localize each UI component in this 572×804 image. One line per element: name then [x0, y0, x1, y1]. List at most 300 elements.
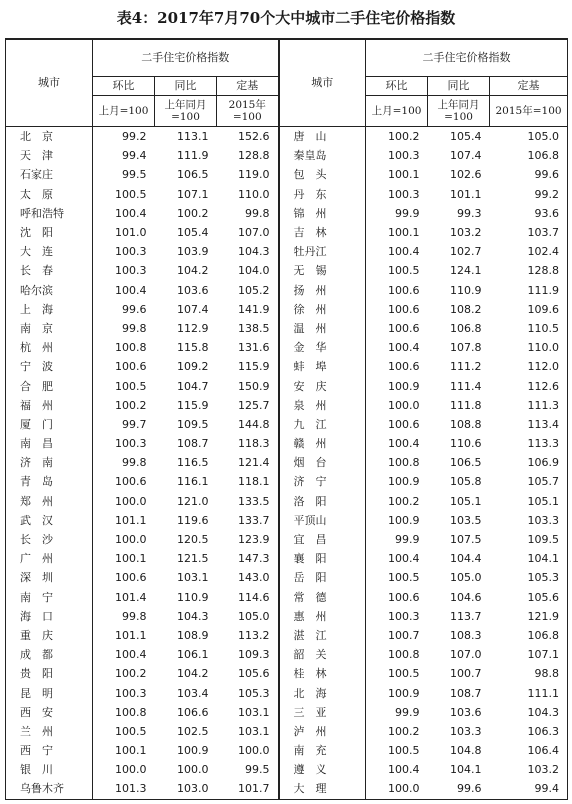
yoy-value: 107.5 [450, 533, 482, 547]
base-value: 101.7 [217, 779, 279, 799]
yoy-value: 109.2 [177, 360, 209, 374]
table-row [6, 146, 568, 165]
mom-value: 100.6 [366, 588, 428, 607]
city-name: 三 亚 [279, 703, 366, 722]
yoy-value: 115.9 [177, 398, 209, 412]
mom-value: 99.6 [93, 300, 155, 319]
yoy-value: 103.3 [450, 724, 482, 738]
city-name: 牡丹江 [279, 242, 366, 261]
yoy-value: 110.9 [177, 590, 209, 604]
mom-value: 100.3 [93, 434, 155, 453]
mom-value: 101.4 [93, 588, 155, 607]
mom-value: 99.8 [93, 607, 155, 626]
mom-basis-right: 上月=100 [366, 96, 428, 127]
table-row [6, 511, 568, 530]
mom-value: 99.4 [93, 146, 155, 165]
table-row [6, 549, 568, 568]
table-row [6, 396, 568, 415]
yoy-value: 105.4 [177, 226, 209, 240]
mom-value: 100.8 [366, 645, 428, 664]
city-name: 武 汉 [6, 511, 93, 530]
mom-value: 100.6 [366, 281, 428, 300]
city-name: 大 连 [6, 242, 93, 261]
mom-value: 100.7 [366, 626, 428, 645]
city-name: 丹 东 [279, 185, 366, 204]
table-row [6, 185, 568, 204]
mom-value: 100.9 [366, 683, 428, 702]
table-row [6, 779, 568, 799]
city-name: 南 京 [6, 319, 93, 338]
yoy-value: 111.4 [450, 379, 482, 393]
yoy-value: 107.1 [177, 187, 209, 201]
base-value: 105.0 [238, 609, 270, 623]
city-name: 南 昌 [6, 434, 93, 453]
table-row [6, 683, 568, 702]
yoy-value: 106.5 [177, 168, 209, 182]
yoy-value: 107.0 [450, 648, 482, 662]
yoy-value: 105.1 [450, 494, 482, 508]
base-value: 93.6 [490, 204, 568, 223]
mom-value: 99.9 [366, 703, 428, 722]
base-value: 114.6 [238, 590, 270, 604]
mom-value: 100.6 [366, 300, 428, 319]
mom-value: 99.9 [366, 204, 428, 223]
table-row [6, 588, 568, 607]
mom-value: 100.1 [93, 549, 155, 568]
city-name: 南 宁 [6, 588, 93, 607]
yoy-value: 113.7 [450, 609, 482, 623]
base-value: 107.0 [238, 226, 270, 240]
mom-value: 100.4 [93, 645, 155, 664]
yoy-value: 103.5 [450, 513, 482, 527]
city-name: 乌鲁木齐 [6, 779, 93, 799]
table-row [6, 319, 568, 338]
city-name: 扬 州 [279, 281, 366, 300]
base-value: 109.5 [490, 530, 568, 549]
table-header [6, 39, 568, 127]
mom-value: 100.3 [366, 607, 428, 626]
index-group-header-left: 二手住宅价格指数 [93, 39, 279, 77]
mom-value: 100.4 [366, 338, 428, 357]
mom-value: 100.4 [366, 549, 428, 568]
base-value: 107.1 [490, 645, 568, 664]
table-row [6, 415, 568, 434]
base-value: 106.4 [490, 741, 568, 760]
base-value: 105.3 [490, 568, 568, 587]
mom-value: 100.5 [366, 261, 428, 280]
base-basis-left: 2015年=100 [217, 96, 279, 127]
yoy-value: 103.1 [177, 571, 209, 585]
mom-value: 100.4 [93, 281, 155, 300]
base-value: 113.4 [490, 415, 568, 434]
base-value: 111.3 [490, 396, 568, 415]
table-row [6, 472, 568, 491]
city-name: 成 都 [6, 645, 93, 664]
mom-value: 100.2 [366, 127, 428, 147]
yoy-value: 108.3 [450, 628, 482, 642]
base-value: 110.0 [490, 338, 568, 357]
yoy-value: 101.1 [450, 187, 482, 201]
table-row [6, 741, 568, 760]
city-name: 惠 州 [279, 607, 366, 626]
base-value: 103.7 [490, 223, 568, 242]
yoy-value: 105.0 [450, 571, 482, 585]
yoy-value: 99.6 [428, 779, 490, 799]
base-value: 106.3 [490, 722, 568, 741]
mom-value: 100.4 [93, 204, 155, 223]
city-name: 郑 州 [6, 492, 93, 511]
city-name: 长 沙 [6, 530, 93, 549]
city-name: 平顶山 [279, 511, 366, 530]
city-name: 贵 阳 [6, 664, 93, 683]
base-value: 152.6 [238, 130, 270, 144]
base-value: 105.2 [238, 283, 270, 297]
city-name: 秦皇岛 [279, 146, 366, 165]
yoy-value: 99.3 [457, 206, 482, 220]
yoy-value: 103.6 [450, 705, 482, 719]
city-name: 泉 州 [279, 396, 366, 415]
city-name: 温 州 [279, 319, 366, 338]
table-row [6, 760, 568, 779]
yoy-value: 108.9 [177, 628, 209, 642]
yoy-value: 111.2 [450, 360, 482, 374]
yoy-value: 112.9 [177, 321, 209, 335]
city-name: 银 川 [6, 760, 93, 779]
city-name: 吉 林 [279, 223, 366, 242]
base-value: 113.2 [238, 628, 270, 642]
table-row [6, 530, 568, 549]
table-row [6, 568, 568, 587]
yoy-value: 102.6 [450, 168, 482, 182]
city-name: 重 庆 [6, 626, 93, 645]
yoy-value: 100.2 [177, 206, 209, 220]
mom-value: 99.5 [93, 165, 155, 184]
base-value: 100.0 [238, 744, 270, 758]
mom-value: 100.2 [93, 396, 155, 415]
city-name: 上 海 [6, 300, 93, 319]
city-name: 厦 门 [6, 415, 93, 434]
base-value: 119.0 [238, 168, 270, 182]
table-row [6, 127, 568, 147]
mom-value: 100.5 [366, 568, 428, 587]
city-name: 湛 江 [279, 626, 366, 645]
city-name: 石家庄 [6, 165, 93, 184]
mom-header-left: 环比 [93, 77, 155, 96]
base-value: 99.4 [490, 779, 568, 799]
yoy-value: 116.1 [177, 475, 209, 489]
yoy-value: 104.6 [450, 590, 482, 604]
yoy-value: 103.4 [177, 686, 209, 700]
mom-value: 100.2 [93, 664, 155, 683]
base-value: 105.7 [490, 472, 568, 491]
city-name: 常 德 [279, 588, 366, 607]
city-name: 广 州 [6, 549, 93, 568]
mom-value: 100.9 [366, 376, 428, 395]
city-name: 兰 州 [6, 722, 93, 741]
mom-value: 100.8 [366, 453, 428, 472]
yoy-value: 102.7 [450, 245, 482, 259]
base-value: 121.4 [238, 456, 270, 470]
city-name: 赣 州 [279, 434, 366, 453]
mom-value: 100.6 [366, 357, 428, 376]
yoy-value: 116.5 [177, 456, 209, 470]
city-name: 徐 州 [279, 300, 366, 319]
table-row [6, 242, 568, 261]
mom-value: 100.5 [366, 664, 428, 683]
yoy-value: 100.0 [177, 763, 209, 777]
base-value: 109.6 [490, 300, 568, 319]
base-value: 105.1 [490, 492, 568, 511]
mom-value: 100.6 [93, 357, 155, 376]
yoy-value: 108.8 [450, 417, 482, 431]
mom-value: 100.5 [93, 376, 155, 395]
city-header-right: 城市 [279, 39, 366, 127]
yoy-value: 104.3 [177, 609, 209, 623]
mom-value: 100.4 [366, 242, 428, 261]
mom-value: 100.8 [93, 338, 155, 357]
mom-header-right: 环比 [366, 77, 428, 96]
yoy-value: 105.4 [450, 130, 482, 144]
base-value: 128.8 [490, 261, 568, 280]
mom-value: 100.1 [366, 165, 428, 184]
mom-value: 100.8 [93, 703, 155, 722]
mom-value: 100.3 [93, 242, 155, 261]
yoy-value: 108.7 [177, 437, 209, 451]
base-value: 147.3 [238, 552, 270, 566]
price-index-table [5, 38, 568, 800]
base-value: 104.1 [490, 549, 568, 568]
table-row [6, 722, 568, 741]
yoy-value: 113.1 [177, 130, 209, 144]
base-value: 103.2 [490, 760, 568, 779]
base-value: 133.7 [238, 513, 270, 527]
mom-value: 100.5 [93, 722, 155, 741]
base-value: 128.8 [238, 149, 270, 163]
mom-value: 100.0 [366, 396, 428, 415]
base-header-left: 定基 [217, 77, 279, 96]
city-name: 呼和浩特 [6, 204, 93, 223]
city-name: 哈尔滨 [6, 281, 93, 300]
yoy-value: 108.2 [450, 302, 482, 316]
mom-value: 100.6 [93, 472, 155, 491]
yoy-value: 107.8 [450, 341, 482, 355]
mom-value: 100.1 [93, 741, 155, 760]
yoy-value: 103.2 [450, 226, 482, 240]
yoy-value: 106.5 [450, 456, 482, 470]
mom-value: 100.9 [366, 472, 428, 491]
yoy-value: 106.1 [177, 648, 209, 662]
yoy-value: 106.8 [450, 321, 482, 335]
table-row [6, 281, 568, 300]
table-row [6, 223, 568, 242]
yoy-value: 100.9 [177, 744, 209, 758]
city-name: 洛 阳 [279, 492, 366, 511]
mom-value: 100.4 [366, 434, 428, 453]
yoy-value: 104.7 [177, 379, 209, 393]
table-title: 表4：2017年7月70个大中城市二手住宅价格指数 [116, 9, 456, 27]
city-header-left: 城市 [6, 39, 93, 127]
mom-value: 99.8 [93, 319, 155, 338]
mom-value: 100.3 [93, 683, 155, 702]
yoy-value: 124.1 [450, 264, 482, 278]
mom-value: 100.6 [366, 319, 428, 338]
city-name: 沈 阳 [6, 223, 93, 242]
city-name: 深 圳 [6, 568, 93, 587]
city-name: 西 安 [6, 703, 93, 722]
yoy-value: 110.6 [450, 437, 482, 451]
yoy-value: 110.9 [450, 283, 482, 297]
mom-value: 101.0 [93, 223, 155, 242]
city-name: 长 春 [6, 261, 93, 280]
base-value: 143.0 [238, 571, 270, 585]
base-value: 98.8 [490, 664, 568, 683]
base-value: 103.1 [238, 724, 270, 738]
yoy-basis-left: 上年同月=100 [155, 96, 217, 127]
yoy-value: 103.6 [177, 283, 209, 297]
city-name: 泸 州 [279, 722, 366, 741]
yoy-value: 107.4 [177, 302, 209, 316]
city-name: 桂 林 [279, 664, 366, 683]
yoy-value: 103.9 [177, 245, 209, 259]
mom-value: 100.5 [93, 185, 155, 204]
base-value: 111.9 [490, 281, 568, 300]
city-name: 杭 州 [6, 338, 93, 357]
yoy-value: 109.5 [177, 417, 209, 431]
yoy-value: 120.5 [177, 533, 209, 547]
base-value: 106.8 [490, 146, 568, 165]
base-value: 121.9 [490, 607, 568, 626]
city-name: 南 充 [279, 741, 366, 760]
yoy-value: 115.8 [177, 341, 209, 355]
table-row [6, 607, 568, 626]
base-basis-right: 2015年=100 [490, 96, 568, 127]
base-value: 111.1 [490, 683, 568, 702]
mom-value: 99.8 [93, 453, 155, 472]
base-value: 112.6 [490, 376, 568, 395]
city-name: 岳 阳 [279, 568, 366, 587]
table-row [6, 703, 568, 722]
city-name: 遵 义 [279, 760, 366, 779]
city-name: 安 庆 [279, 376, 366, 395]
city-name: 太 原 [6, 185, 93, 204]
base-value: 112.0 [490, 357, 568, 376]
base-value: 99.6 [490, 165, 568, 184]
base-value: 99.2 [490, 185, 568, 204]
city-name: 金 华 [279, 338, 366, 357]
base-value: 125.7 [238, 398, 270, 412]
yoy-value: 108.7 [450, 686, 482, 700]
mom-value: 99.2 [93, 127, 155, 147]
base-value: 118.1 [238, 475, 270, 489]
mom-value: 100.0 [366, 779, 428, 799]
base-value: 105.6 [490, 588, 568, 607]
city-name: 蚌 埠 [279, 357, 366, 376]
base-value: 102.4 [490, 242, 568, 261]
table-body [6, 127, 568, 800]
base-value: 105.0 [490, 127, 568, 147]
yoy-value: 121.0 [177, 494, 209, 508]
mom-value: 100.6 [93, 568, 155, 587]
city-name: 济 宁 [279, 472, 366, 491]
mom-value: 100.3 [93, 261, 155, 280]
base-value: 105.3 [238, 686, 270, 700]
table-row [6, 261, 568, 280]
table-row [6, 664, 568, 683]
city-name: 九 江 [279, 415, 366, 434]
mom-value: 99.9 [366, 530, 428, 549]
city-name: 大 理 [279, 779, 366, 799]
city-name: 合 肥 [6, 376, 93, 395]
mom-basis-left: 上月=100 [93, 96, 155, 127]
mom-value: 101.3 [93, 779, 155, 799]
mom-value: 100.9 [366, 511, 428, 530]
base-value: 103.1 [238, 705, 270, 719]
yoy-value: 104.8 [450, 744, 482, 758]
base-value: 103.3 [490, 511, 568, 530]
table-row [6, 204, 568, 223]
city-name: 包 头 [279, 165, 366, 184]
yoy-value: 104.4 [450, 552, 482, 566]
yoy-value: 104.2 [177, 264, 209, 278]
base-value: 110.5 [490, 319, 568, 338]
city-name: 襄 阳 [279, 549, 366, 568]
city-name: 韶 关 [279, 645, 366, 664]
city-name: 天 津 [6, 146, 93, 165]
base-value: 150.9 [238, 379, 270, 393]
yoy-value: 111.8 [450, 398, 482, 412]
city-name: 无 锡 [279, 261, 366, 280]
yoy-value: 106.6 [177, 705, 209, 719]
city-name: 宜 昌 [279, 530, 366, 549]
mom-value: 100.4 [366, 760, 428, 779]
index-group-header-right: 二手住宅价格指数 [366, 39, 568, 77]
mom-value: 99.7 [93, 415, 155, 434]
city-name: 西 宁 [6, 741, 93, 760]
table-row [6, 492, 568, 511]
city-name: 福 州 [6, 396, 93, 415]
table-row [6, 376, 568, 395]
base-value: 131.6 [238, 341, 270, 355]
city-name: 青 岛 [6, 472, 93, 491]
yoy-value: 121.5 [177, 552, 209, 566]
city-name: 唐 山 [279, 127, 366, 147]
city-name: 海 口 [6, 607, 93, 626]
base-value: 133.5 [238, 494, 270, 508]
base-value: 104.3 [238, 245, 270, 259]
base-value: 99.5 [245, 763, 270, 777]
table-row [6, 645, 568, 664]
base-value: 113.3 [490, 434, 568, 453]
yoy-value: 100.7 [450, 667, 482, 681]
mom-value: 100.0 [93, 492, 155, 511]
city-name: 北 京 [6, 127, 93, 147]
base-value: 118.3 [238, 437, 270, 451]
yoy-value: 119.6 [177, 513, 209, 527]
base-value: 138.5 [238, 321, 270, 335]
mom-value: 100.3 [366, 146, 428, 165]
base-value: 110.0 [238, 187, 270, 201]
table-row [6, 300, 568, 319]
base-value: 109.3 [238, 648, 270, 662]
base-value: 99.8 [245, 206, 270, 220]
mom-value: 100.1 [366, 223, 428, 242]
mom-value: 100.0 [93, 760, 155, 779]
mom-value: 100.2 [366, 492, 428, 511]
mom-value: 100.0 [93, 530, 155, 549]
table-row [6, 453, 568, 472]
yoy-header-left: 同比 [155, 77, 217, 96]
base-value: 144.8 [238, 417, 270, 431]
